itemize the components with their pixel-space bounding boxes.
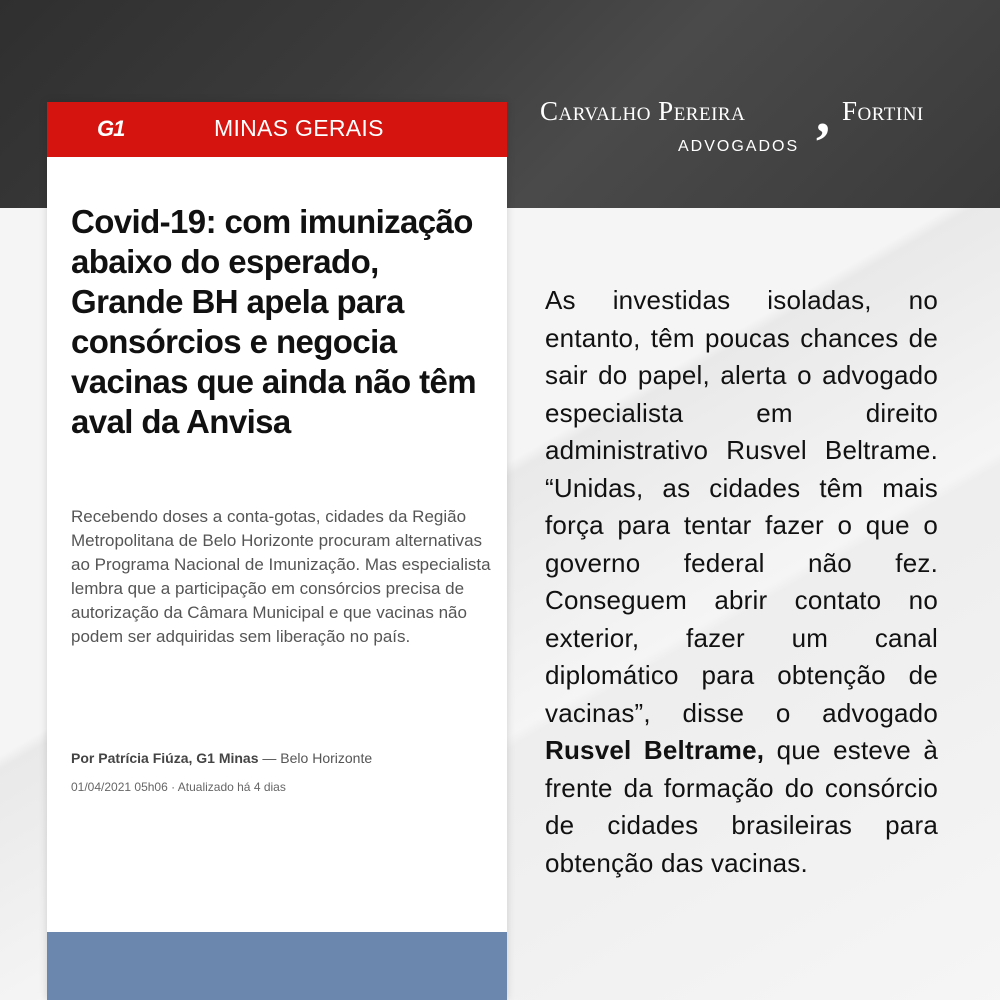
section-name: MINAS GERAIS — [214, 115, 384, 141]
article-byline — [71, 750, 491, 766]
quote-text-after: que esteve à frente da formação do consórcio de cidades brasileiras para obtenção das vacinas. — [545, 735, 939, 878]
byline-location: — Belo Horizonte — [258, 750, 373, 766]
article-headline: Covid-19: com imunização abaixo do esperado, Grande BH apela para consórcios e negocia vacinas que ainda não têm aval da Anvisa — [71, 203, 476, 440]
firm-logo — [540, 83, 940, 166]
byline-author: Por Patrícia Fiúza, G1 Minas — [71, 750, 259, 766]
quote-text-before: As investidas isoladas, no entanto, têm poucas chances de sair do papel, alerta o advogado especialista em direito administrativo Rusvel Beltrame. “Unidas, as cidades têm mais força para tentar fazer o que o governo federal não fez. Conseguem abrir contato no exterior, fazer um canal diplomático para obtenção de vacinas”, disse o advogado — [545, 285, 938, 728]
firm-name-part2: Fortini — [842, 96, 924, 126]
card-footer-bar — [47, 932, 507, 1000]
g1-logo: G1 — [97, 116, 125, 141]
firm-name-part1: Carvalho Pereira — [540, 96, 746, 126]
article-summary: Recebendo doses a conta-gotas, cidades da Região Metropolitana de Belo Horizonte procuram alternativas ao Programa Nacional de Imunização. Mas especialista lembra que a participação em consórcios precisa de autorização da Câmara Municipal e que vacinas não podem ser adquiridas sem liberação no país. — [71, 507, 491, 646]
quote-body-text — [545, 282, 938, 882]
article-dateline: 01/04/2021 05h06 · Atualizado há 4 dias — [71, 780, 286, 794]
firm-subtitle: ADVOGADOS — [678, 138, 800, 155]
news-article-card — [47, 102, 507, 1000]
quote-highlight-name: Rusvel Beltrame, — [545, 735, 765, 765]
firm-logo-comma: , — [816, 83, 830, 145]
article-header-bar — [47, 102, 507, 157]
